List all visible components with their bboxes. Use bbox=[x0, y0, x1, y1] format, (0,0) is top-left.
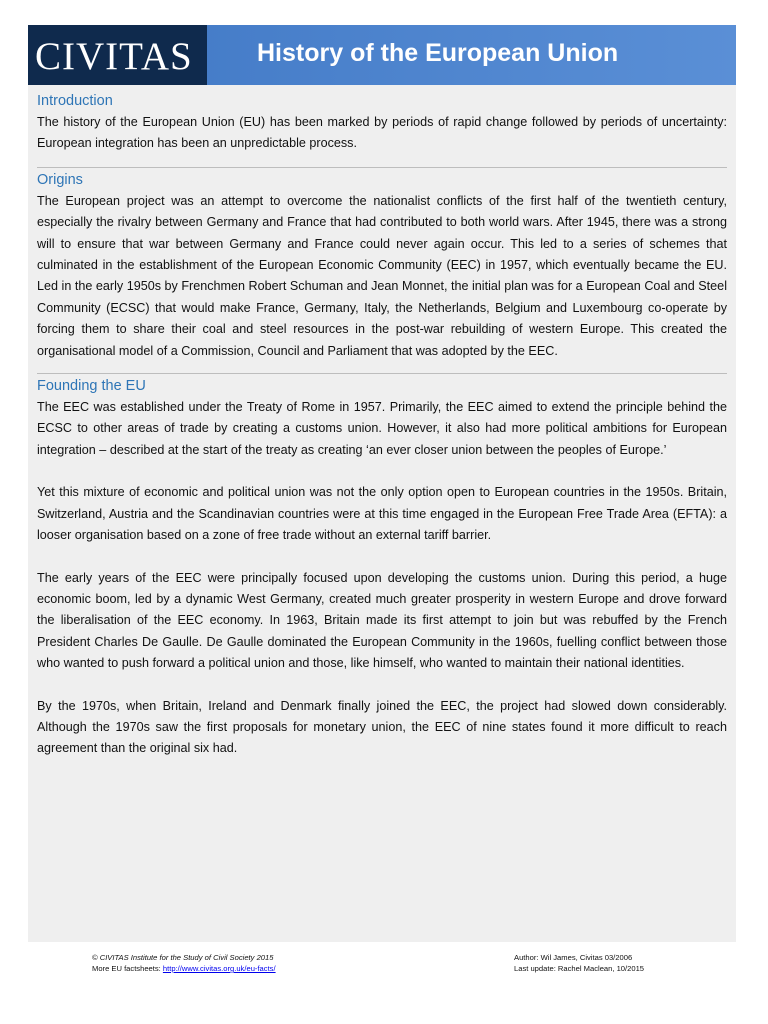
more-factsheets-label: More EU factsheets: bbox=[92, 964, 163, 973]
page-title: History of the European Union bbox=[257, 39, 619, 67]
section-introduction bbox=[37, 91, 727, 155]
paragraph: The history of the European Union (EU) has been marked by periods of rapid change followed by periods of uncertainty: European integration has been an unpredictable process. bbox=[37, 115, 727, 151]
civitas-logo bbox=[28, 25, 207, 85]
section-origins bbox=[37, 170, 727, 362]
section-divider bbox=[37, 167, 727, 168]
last-update-text: Last update: Rachel Maclean, 10/2015 bbox=[514, 964, 645, 973]
factsheet-page bbox=[28, 25, 736, 942]
section-heading: Founding the EU bbox=[37, 378, 146, 395]
paragraph: The early years of the EEC were principally focused upon developing the customs union. During this period, a huge economic boom, led by a dynamic West Germany, created much greater prosperity in western Europe and drove forward the liberalisation of the EEC economy. In 1963, Britain made its first attempt to join but was rebuffed by the French President Charles De Gaulle. De Gaulle dominated the European Community in the 1960s, fuelling conflict between those who wanted to push forward a political union and those, like himself, who wanted to maintain their national identities. bbox=[37, 570, 727, 671]
author-text: Author: Wil James, Civitas 03/2006 bbox=[514, 953, 633, 962]
footer-right bbox=[514, 952, 644, 974]
section-founding-the-eu bbox=[37, 376, 727, 760]
footer-left bbox=[92, 952, 276, 974]
factsheets-link[interactable]: http://www.civitas.org.uk/eu-facts/ bbox=[162, 964, 276, 973]
section-divider bbox=[37, 373, 727, 374]
paragraph: The European project was an attempt to overcome the nationalist conflicts of the first half of the twentieth century, especially the rivalry between Germany and France that had contributed to both world wars. After 1945, there was a strong will to ensure that war between Germany and France could never again occur. This led to a series of schemes that culminated in the establishment of the European Economic Community (EEC) in 1957, which eventually became the EU. Led in the early 1950s by Frenchmen Robert Schuman and Jean Monnet, the initial plan was for a European Coal and Steel Community (ECSC) that would make France, Germany, Italy, the Netherlands, Belgium and Luxembourg co-operate by forcing them to share their coal and steel resources in the post-war rebuilding of western Europe. This created the organisational model of a Commission, Council and Parliament that was adopted by the EEC. bbox=[37, 193, 727, 358]
paragraph: By the 1970s, when Britain, Ireland and Denmark finally joined the EEC, the project had slowed down considerably. Although the 1970s saw the first proposals for monetary union, the EEC of nine states found it more difficult to reach agreement than the original six had. bbox=[37, 698, 727, 756]
logo-text: CIVITAS bbox=[35, 35, 193, 78]
copyright-text: © CIVITAS Institute for the Study of Civil Society 2015 bbox=[92, 953, 274, 962]
document-body bbox=[37, 91, 727, 760]
section-heading: Introduction bbox=[37, 93, 113, 109]
header-banner bbox=[28, 25, 736, 85]
more-factsheets-line bbox=[92, 963, 276, 974]
paragraph: Yet this mixture of economic and political union was not the only option open to European countries in the 1950s. Britain, Switzerland, Austria and the Scandinavian countries were at this time engaged in the European Free Trade Area (EFTA): a looser organisation based on a zone of free trade without an external tariff barrier. bbox=[37, 485, 727, 543]
paragraph: The EEC was established under the Treaty of Rome in 1957. Primarily, the EEC aimed to extend the principle behind the ECSC to other areas of trade by creating a customs union. However, it also had more political ambitions for European integration – described at the start of the treaty as creating ‘an ever closer union between the peoples of Europe.’ bbox=[37, 400, 727, 457]
section-heading: Origins bbox=[37, 171, 83, 188]
